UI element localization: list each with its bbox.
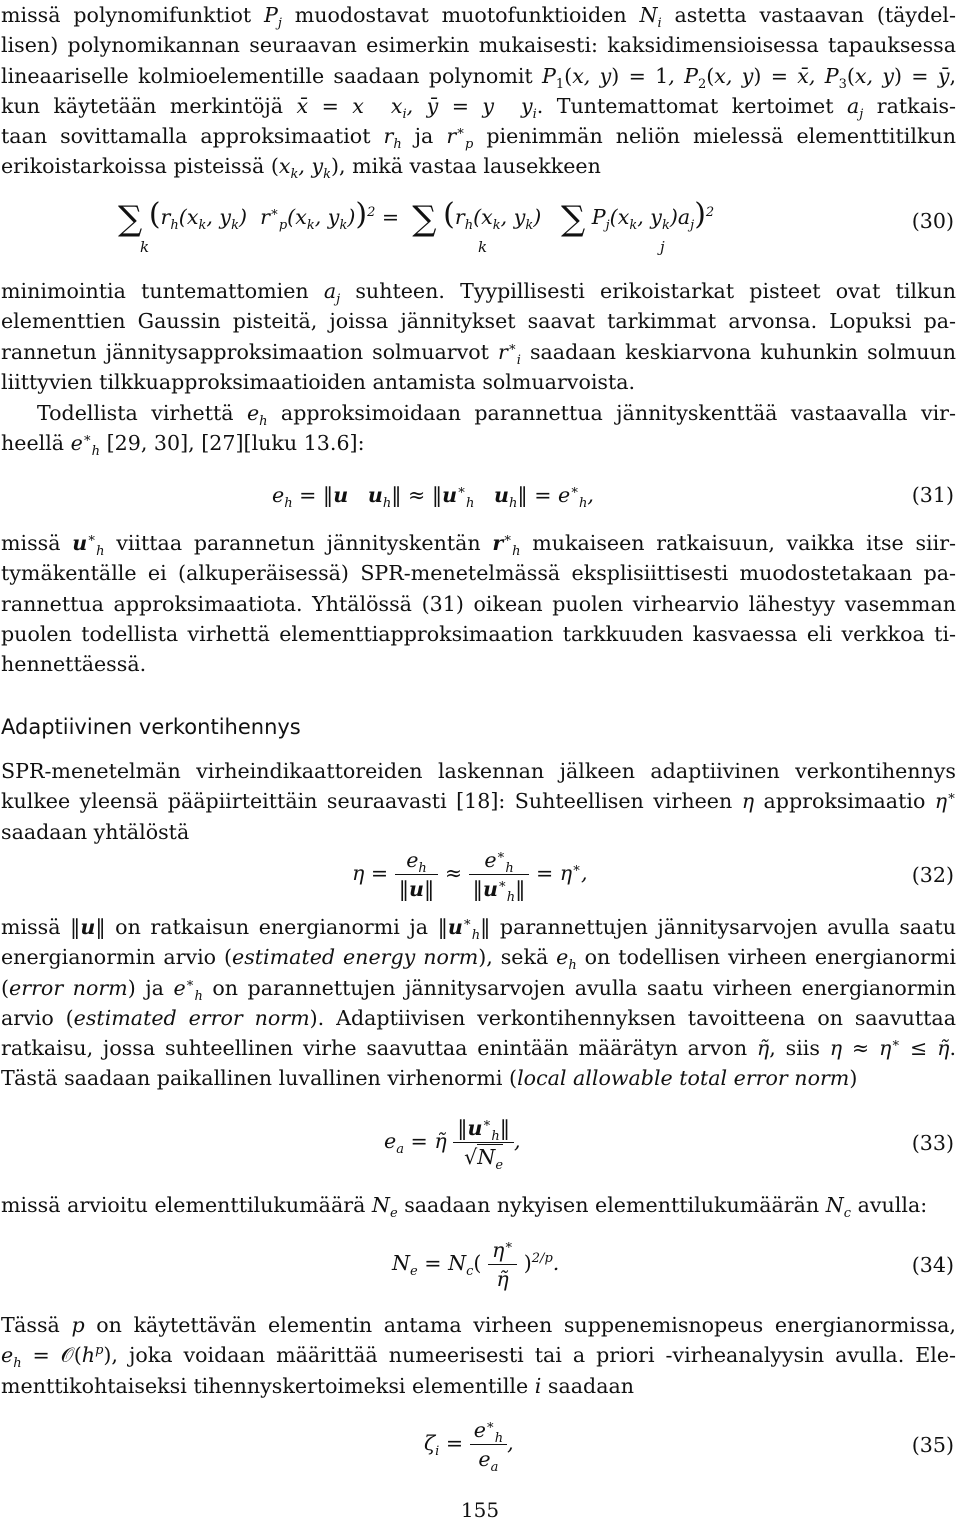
- text-line: $e_h$ = $𝒪(h^p)$, joka voidaan määrittää numeerisesti tai a priori -virheanalyysin avulla. Ele-: [1, 1343, 956, 1371]
- equation-33: [0, 1108, 960, 1184]
- paragraph-3: [1, 398, 956, 459]
- equation-31-body: $e_h$ = ‖u $u_h‖$ ≈ $‖u^∗_h$ $u_h‖ = e^∗_h$,: [272, 483, 594, 512]
- text-line: lineaariselle kolmioelementille saadaan polynomit $P_1(x$, y) = 1, $P_2(x$, y) = x̄, $P_3(x$, y) = ȳ,: [1, 63, 956, 91]
- equation-30-body: ∑ ($r_h(x_k$, $y_k$) $r^∗_p(x_k$, $y_k))^2$ = ∑ ($r_h(x_k$, $y_k$) ∑ $P_j(x_k$, $y_k)a_j)^2$: [118, 197, 715, 239]
- text-line: heellä $e^∗_h$ [29, 30], [27][luku 13.6]:: [1, 431, 365, 459]
- text-line: puolen todellista virhettä elementtiapproksimaation tarkkuuden kasvaessa eli verkkoa ti-: [1, 621, 956, 646]
- text-line: menttikohtaiseksi tihennyskertoimeksi elementille i saadaan: [1, 1373, 635, 1398]
- paragraph-5: [1, 756, 956, 847]
- text-line: (error norm) ja $e^∗_h$ on parannettujen jännitysarvojen avulla saatu virheen energianormin: [1, 975, 956, 1003]
- equation-30: [0, 196, 960, 256]
- text-line: minimointia tuntemattomien $a_j$ suhteen. Tyypillisesti erikoistarkat pisteet ovat tilkun: [1, 279, 956, 307]
- text-line: missä ‖u‖ on ratkaisun energianormi ja $‖u^∗_h‖$ parannettujen jännitysarvojen avulla saatu: [1, 915, 956, 943]
- paragraph-6: [1, 912, 956, 1094]
- equation-number: (35): [911, 1433, 954, 1457]
- equation-35: [0, 1412, 960, 1482]
- sum-index: j: [660, 238, 665, 256]
- equation-32-body: η = $\frac{e_h}{‖u‖}$ ≈ $\frac{e^∗_h}{‖u^∗_h‖}$ = η∗,: [352, 848, 588, 906]
- text-line: lisen) polynomikannan seuraavan esimerkin mukaisesti: kaksidimensioisessa tapauksessa: [1, 33, 956, 58]
- text-line: rannetun jännitysapproksimaation solmuarvot $r^∗_i$ saadaan keskiarvona kuhunkin solmuun: [1, 339, 956, 367]
- equation-34: [0, 1232, 960, 1302]
- text-line: kulkee yleensä pääpiirteittäin seuraavasti [18]: Suhteellisen virheen η approksimaatio η∗: [1, 789, 956, 814]
- text-line: energianormin arvio (estimated energy norm), sekä $e_h$ on todellisen virheen energianormi: [1, 945, 956, 973]
- paragraph-2: [1, 276, 956, 397]
- text-line: missä polynomifunktiot $P_j$ muodostavat muotofunktioiden $N_i$ astetta vastaavan (täydel-: [1, 3, 956, 31]
- paragraph-1: [1, 0, 956, 182]
- text-line: Tästä saadaan paikallinen luvallinen virhenormi (local allowable total error norm): [1, 1066, 858, 1091]
- paragraph-4: [1, 528, 956, 679]
- text-line: saadaan yhtälöstä: [1, 819, 190, 844]
- equation-34-body: $N_e = N_c$( $\frac{\eta^∗}{\etã}$ )$^{2/p}$.: [392, 1238, 560, 1291]
- text-line: tymäkentälle ei (alkuperäisessä) SPR-menetelmässä eksplisiittisesti muodostetakaan pa-: [1, 561, 956, 586]
- section-heading: Adaptiivinen verkontihennys: [1, 715, 301, 739]
- text-line: erikoistarkoissa pisteissä ($x_k$, $y_k$), mikä vastaa lausekkeen: [1, 154, 601, 182]
- equation-number: (34): [911, 1253, 954, 1277]
- text-line: kun käytetään merkintöjä x̄ = x $x_i$, ȳ = y $y_i$. Tuntemattomat kertoimet $a_j$ ratkais-: [1, 93, 956, 122]
- equation-35-body: $\zeta_i$ = $\frac{e^∗_h}{e_a}$ ,: [424, 1418, 514, 1476]
- paragraph-8: [1, 1310, 956, 1401]
- page-number: 155: [460, 1498, 500, 1522]
- text-line: missä $u^∗_h$ viittaa parannetun jännityskentän $r^∗_h$ mukaiseen ratkaisuun, vaikka itse siir-: [1, 531, 956, 559]
- sum-index: k: [140, 238, 150, 256]
- equation-number: (32): [911, 863, 954, 887]
- text-line: Todellista virhettä $e_h$ approksimoidaan parannettua jännityskenttää vastaavalla vir-: [37, 401, 956, 429]
- text-line: SPR-menetelmän virheindikaattoreiden laskennan jälkeen adaptiivinen verkontihennys: [1, 759, 956, 783]
- text-line: hennettäessä.: [1, 652, 147, 677]
- paragraph-7: [1, 1190, 956, 1220]
- sum-index: k: [478, 238, 488, 256]
- text-line: ratkaisu, jossa suhteellinen virhe saavuttaa enintään määrätyn arvon η̃, siis η ≈ η∗ ≤ η̃.: [1, 1036, 956, 1061]
- text-line: Tässä p on käytettävän elementin antama virheen suppenemisnopeus energianormissa,: [1, 1313, 956, 1337]
- equation-33-body: $e_a$ = η̃ $\frac{‖u^∗_h‖}{√N_e}$ ,: [384, 1116, 521, 1174]
- text-line: taan sovittamalla approksimaatiot $r_h$ ja $r^∗_p$ pienimmän neliön mielessä elementtitilkun: [1, 124, 956, 152]
- equation-32: [0, 840, 960, 910]
- equation-number: (31): [911, 483, 954, 507]
- text-line: elementtien Gaussin pisteitä, joissa jännitykset saavat tarkimmat arvonsa. Lopuksi pa-: [1, 309, 956, 334]
- equation-number: (30): [911, 209, 954, 233]
- equation-number: (33): [911, 1131, 954, 1155]
- text-line: liittyvien tilkkuapproksimaatioiden antamista solmuarvoista.: [1, 369, 636, 394]
- text-line: arvio (estimated error norm). Adaptiivisen verkontihennyksen tavoitteena on saavuttaa: [1, 1005, 956, 1030]
- text-line: missä arvioitu elementtilukumäärä $N_e$ saadaan nykyisen elementtilukumäärän $N_c$ avulla:: [1, 1193, 928, 1221]
- text-line: rannettua approksimaatiota. Yhtälössä (31) oikean puolen virhearvio lähestyy vasemman: [1, 591, 956, 616]
